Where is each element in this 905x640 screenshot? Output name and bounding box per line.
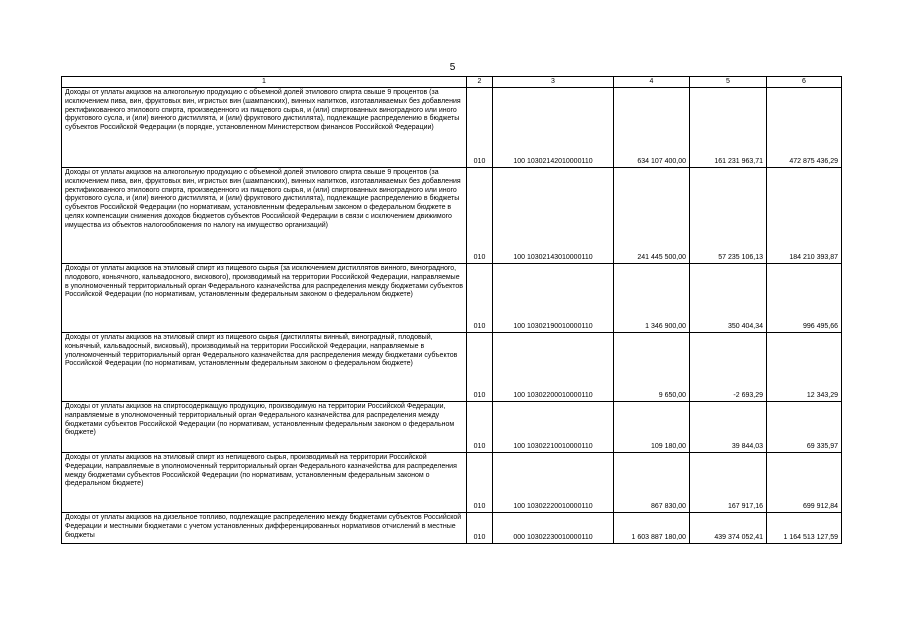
row-budget-code: 100 10302190010000110 xyxy=(493,264,614,333)
row-budget-code: 100 10302220010000110 xyxy=(493,453,614,513)
row-budget-code: 000 10302230010000110 xyxy=(493,513,614,544)
table-row xyxy=(62,264,842,333)
row-col5-value: 167 917,16 xyxy=(690,453,767,513)
row-col6-value: 472 875 436,29 xyxy=(767,88,842,168)
row-line-code: 010 xyxy=(467,88,493,168)
row-col4-value: 9 650,00 xyxy=(614,333,690,402)
table-row xyxy=(62,333,842,402)
table-row xyxy=(62,513,842,544)
table-row xyxy=(62,88,842,168)
table-header-row xyxy=(62,77,842,88)
header-col-5: 5 xyxy=(690,77,767,88)
table-row xyxy=(62,453,842,513)
row-col5-value: -2 693,29 xyxy=(690,333,767,402)
row-col6-value: 699 912,84 xyxy=(767,453,842,513)
row-col5-value: 161 231 963,71 xyxy=(690,88,767,168)
row-description: Доходы от уплаты акцизов на этиловый спирт из пищевого сырья (дистилляты винный, виноградный, плодовый, коньячный, кальвадосный, висковый), производимый на территории Российской Федерации, направляемые в уполномоченный территориальный орган Федерального казначейства для распределения между бюджетами субъектов Российской Федерации (по нормативам, установленным федеральным законом о федеральном бюджете) xyxy=(62,333,467,402)
row-col5-value: 350 404,34 xyxy=(690,264,767,333)
row-description: Доходы от уплаты акцизов на этиловый спирт из непищевого сырья, производимый на территории Российской Федерации, направляемые в уполномоченный территориальный орган Федерального казначейства для распределения между бюджетами субъектов Российской Федерации (по нормативам, установленным федеральным законом о федеральном бюджете) xyxy=(62,453,467,513)
table-row xyxy=(62,168,842,264)
row-col6-value: 184 210 393,87 xyxy=(767,168,842,264)
row-col4-value: 109 180,00 xyxy=(614,402,690,453)
row-col6-value: 996 495,66 xyxy=(767,264,842,333)
row-col4-value: 1 603 887 180,00 xyxy=(614,513,690,544)
row-budget-code: 100 10302200010000110 xyxy=(493,333,614,402)
header-col-6: 6 xyxy=(767,77,842,88)
row-description: Доходы от уплаты акцизов на спиртосодержащую продукцию, производимую на территории Российской Федерации, направляемые в уполномоченный территориальный орган Федерального казначейства для распределения между бюджетами субъектов Российской Федерации (по нормативам, установленным федеральным законом о федеральном бюджете) xyxy=(62,402,467,453)
row-col6-value: 69 335,97 xyxy=(767,402,842,453)
row-line-code: 010 xyxy=(467,453,493,513)
row-col4-value: 241 445 500,00 xyxy=(614,168,690,264)
row-col6-value: 1 164 513 127,59 xyxy=(767,513,842,544)
row-col4-value: 634 107 400,00 xyxy=(614,88,690,168)
row-col5-value: 57 235 106,13 xyxy=(690,168,767,264)
row-description: Доходы от уплаты акцизов на алкогольную продукцию с объемной долей этилового спирта свыше 9 процентов (за исключением пива, вин, фруктовых вин, игристых вин (шампанских), винных напитков, изготавливаемых без добавления ректификованного этилового спирта, произведенного из пищевого сырья, и (или) спиртованных виноградного или иного фруктового сусла, и (или) винного дистиллята, и (или) фруктового дистиллята), подлежащие распределению в бюджеты субъектов Российской Федерации (по нормативам, установленным федеральным законом о федеральном бюджете в целях компенсации снижения доходов бюджетов субъектов Российской Федерации в связи с исключением движимого имущества из объектов налогообложения по налогу на имущество организаций) xyxy=(62,168,467,264)
row-line-code: 010 xyxy=(467,402,493,453)
row-line-code: 010 xyxy=(467,513,493,544)
table-row xyxy=(62,402,842,453)
row-description: Доходы от уплаты акцизов на этиловый спирт из пищевого сырья (за исключением дистиллятов винного, виноградного, плодового, коньячного, кальвадосного, вискового), производимый на территории Российской Федерации, направляемые в уполномоченный территориальный орган Федерального казначейства для распределения между бюджетами субъектов Российской Федерации (по нормативам, установленным федеральным законом о федеральном бюджете) xyxy=(62,264,467,333)
revenue-table xyxy=(61,76,842,544)
row-col6-value: 12 343,29 xyxy=(767,333,842,402)
row-col5-value: 39 844,03 xyxy=(690,402,767,453)
row-budget-code: 100 10302210010000110 xyxy=(493,402,614,453)
header-col-4: 4 xyxy=(614,77,690,88)
row-description: Доходы от уплаты акцизов на алкогольную продукцию с объемной долей этилового спирта свыше 9 процентов (за исключением пива, вин, фруктовых вин, игристых вин (шампанских), винных напитков, изготавливаемых без добавления ректификованного этилового спирта, произведенного из пищевого сырья, и (или) спиртованных виноградного или иного фруктового сусла, и (или) винного дистиллята, и (или) фруктового дистиллята), подлежащие распределению в бюджеты субъектов Российской Федерации (в порядке, установленном Министерством финансов Российской Федерации) xyxy=(62,88,467,168)
row-line-code: 010 xyxy=(467,168,493,264)
row-budget-code: 100 10302142010000110 xyxy=(493,88,614,168)
header-col-3: 3 xyxy=(493,77,614,88)
row-col4-value: 1 346 900,00 xyxy=(614,264,690,333)
row-line-code: 010 xyxy=(467,333,493,402)
row-col5-value: 439 374 052,41 xyxy=(690,513,767,544)
row-col4-value: 867 830,00 xyxy=(614,453,690,513)
page-number: 5 xyxy=(449,62,456,73)
header-col-1: 1 xyxy=(62,77,467,88)
row-description: Доходы от уплаты акцизов на дизельное топливо, подлежащие распределению между бюджетами субъектов Российской Федерации и местными бюджетами с учетом установленных дифференцированных нормативов отчислений в местные бюджеты xyxy=(62,513,467,544)
row-line-code: 010 xyxy=(467,264,493,333)
header-col-2: 2 xyxy=(467,77,493,88)
row-budget-code: 100 10302143010000110 xyxy=(493,168,614,264)
